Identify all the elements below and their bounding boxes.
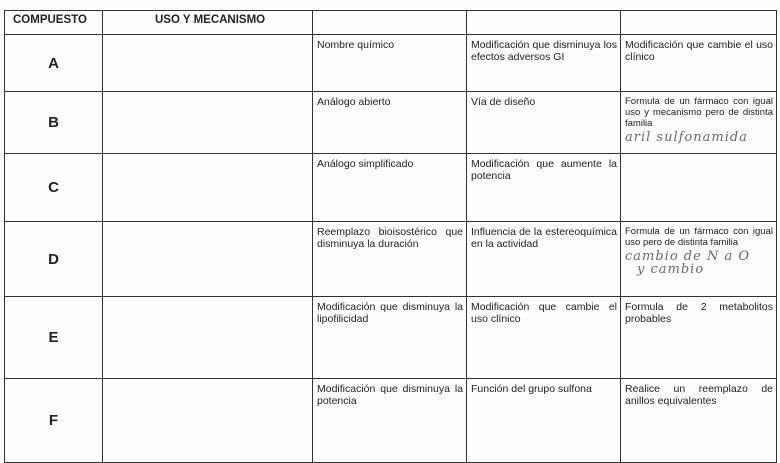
task-cell: Función del grupo sulfona [467,379,621,463]
task-cell: Formula de 2 metabolitos probables [621,297,777,379]
header-row [5,11,777,35]
task-text: Modificación que cambie el uso clínico [625,39,773,63]
task-cell: Nombre químico [313,35,467,92]
compound-letter: B [5,92,103,154]
table-row [5,92,777,154]
uso-cell [103,35,313,92]
handwritten-answer: aril sulfonamida [625,130,748,145]
task-cell: Modificación que aumente la potencia [467,154,621,222]
header-empty-3 [313,11,467,35]
table-row [5,222,777,297]
uso-cell [103,379,313,463]
task-text: Formula de un fármaco con igual uso y mecanismo pero de distinta familia [625,96,773,129]
task-cell: Modificación que cambie el uso clínico [467,297,621,379]
table-row [5,35,777,92]
uso-cell [103,154,313,222]
uso-cell [103,92,313,154]
task-cell: Modificación que disminuya los efectos adversos GI [467,35,621,92]
task-cell: Análogo abierto [313,92,467,154]
compound-letter: C [5,154,103,222]
task-cell [621,92,777,154]
header-empty-4 [467,11,621,35]
compound-letter: D [5,222,103,297]
compound-letter: E [5,297,103,379]
uso-cell [103,222,313,297]
task-cell [621,222,777,297]
task-cell: Influencia de la estereoquímica en la actividad [467,222,621,297]
task-text: Formula de un fármaco con igual uso pero de distinta familia [625,226,773,248]
task-cell: Reemplazo bioisostérico que disminuya la duración [313,222,467,297]
compound-letter: A [5,35,103,92]
task-cell [621,35,777,92]
header-uso-mecanismo: USO Y MECANISMO [103,11,313,35]
header-compuesto: COMPUESTO [5,11,103,35]
uso-cell [103,297,313,379]
handwritten-answer-line2: y cambio [637,262,705,277]
task-cell: Modificación que disminuya la potencia [313,379,467,463]
task-cell: Análogo simplificado [313,154,467,222]
table-row [5,379,777,463]
task-cell [621,154,777,222]
compound-table [4,10,777,463]
task-cell: Realice un reemplazo de anillos equivalentes [621,379,777,463]
table-row [5,297,777,379]
header-empty-5 [621,11,777,35]
handwritten-answer: cambio de N a O [625,249,750,264]
table-row [5,154,777,222]
compound-letter: F [5,379,103,463]
task-cell: Vía de diseño [467,92,621,154]
task-cell: Modificación que disminuya la lipofilicidad [313,297,467,379]
